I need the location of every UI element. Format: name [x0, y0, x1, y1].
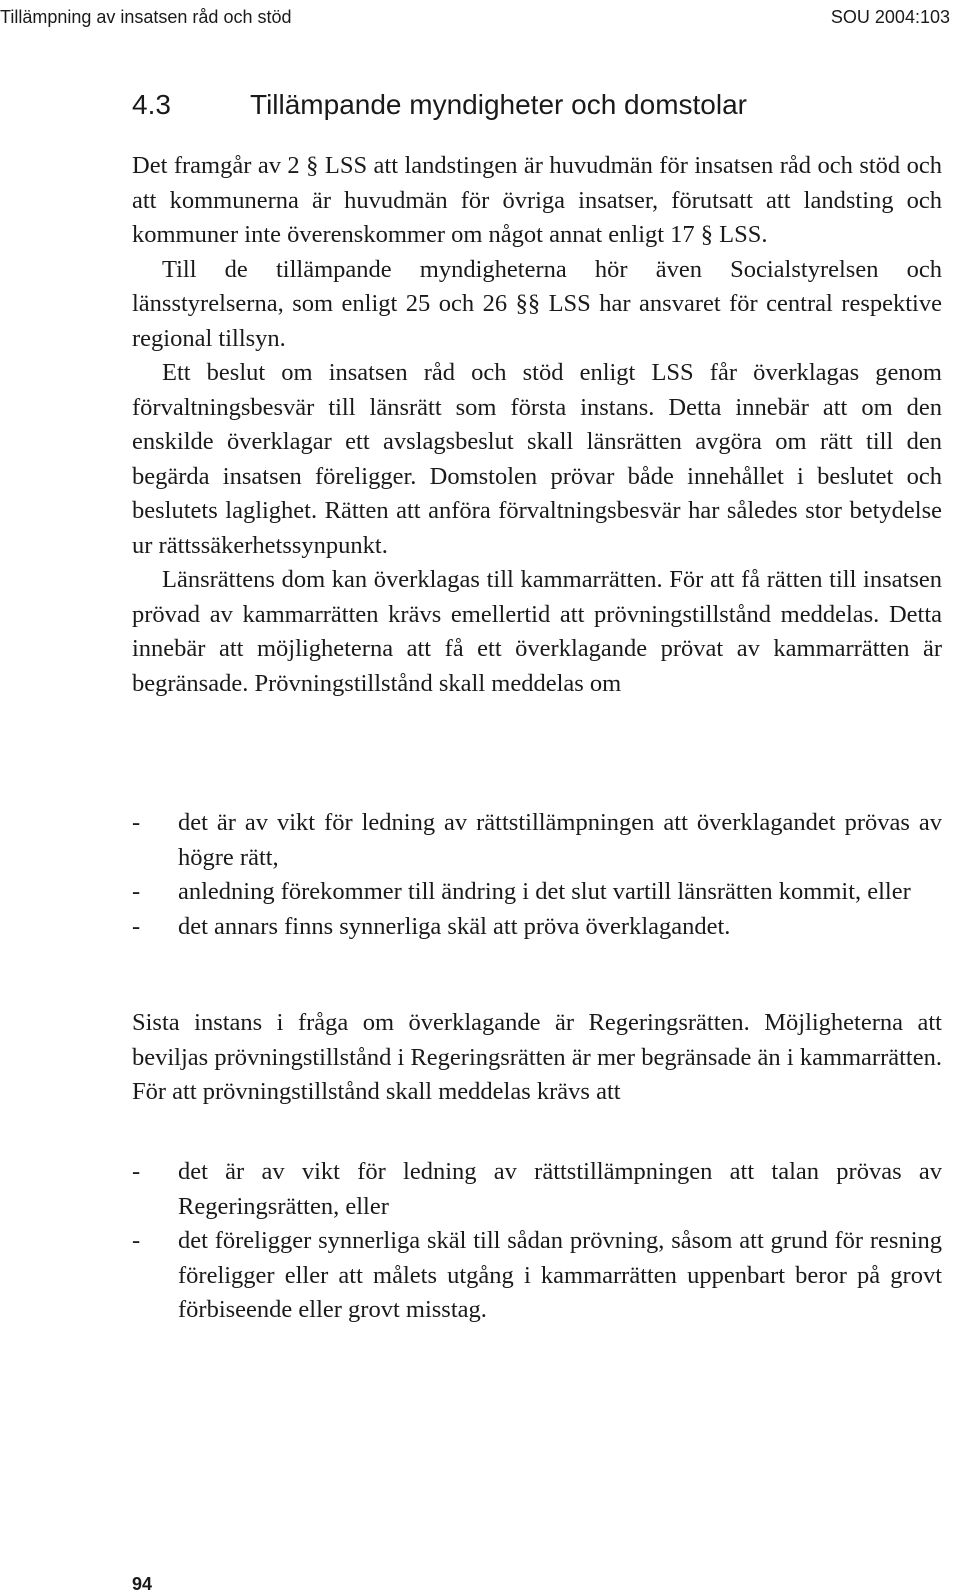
paragraph: Sista instans i fråga om överklagande är Regeringsrätten. Möjligheterna att beviljas prövningstillstånd i Regeringsrätten är mer begränsade än i kammarrätten. För att prövningstillstånd skall meddelas krävs att [132, 1009, 942, 1105]
page-number: 94 [132, 1574, 153, 1594]
section-number: 4.3 [132, 89, 171, 120]
list-item [132, 1224, 942, 1328]
paragraph: Till de tillämpande myndigheterna hör även Socialstyrelsen och länsstyrelserna, som enligt 25 och 26 §§ LSS har ansvaret för central respektive regional tillsyn. [132, 255, 942, 352]
list-dash: - [132, 912, 141, 940]
list-item [132, 806, 942, 875]
list-item [132, 910, 942, 945]
dash-list-2 [132, 1155, 942, 1328]
list-dash: - [132, 809, 141, 836]
running-header-report-id: SOU 2004:103 [830, 7, 950, 27]
list-item-text: det annars finns synnerliga skäl att pröva överklagandet. [178, 912, 731, 940]
body-text-block-2 [132, 1006, 942, 1110]
list-dash: - [132, 1227, 141, 1254]
list-item [132, 875, 942, 910]
list-item-text: det är av vikt för ledning av rättstillämpningen att talan prövas av Regeringsrätten, eller [178, 1158, 942, 1220]
paragraph: Ett beslut om insatsen råd och stöd enligt LSS får överklagas genom förvaltningsbesvär till länsrätt som första instans. Detta innebär att om den enskilde överklagar ett avslagsbeslut skall länsrätten avgöra om rätt till den begärda insatsen föreligger. Domstolen prövar både innehållet i beslutet och beslutets laglighet. Rätten att anföra förvaltningsbesvär har således stor betydelse ur rättssäkerhetssynpunkt. [132, 359, 942, 559]
list-dash: - [132, 878, 141, 905]
dash-list-1 [132, 806, 942, 944]
section-heading [132, 85, 747, 125]
body-text-block-1 [132, 149, 942, 701]
paragraph: Länsrättens dom kan överklagas till kammarrätten. För att få rätten till insatsen prövad av kammarrätten krävs emellertid att prövningstillstånd meddelas. Detta innebär att möjligheterna att få ett överklagande prövat av kammarrätten är begränsade. Prövningstillstånd skall meddelas om [132, 566, 942, 697]
running-header-title: Tillämpning av insatsen råd och stöd [0, 7, 292, 27]
list-item-text: det föreligger synnerliga skäl till sådan prövning, såsom att grund för resning föreligger eller att målets utgång i kammarrätten uppenbart beror på grovt förbiseende eller grovt misstag. [178, 1227, 942, 1323]
list-dash: - [132, 1158, 141, 1185]
list-item-text: det är av vikt för ledning av rättstillämpningen att överklagandet prövas av högre rätt, [178, 809, 942, 871]
running-header [0, 2, 950, 32]
list-item-text: anledning förekommer till ändring i det slut vartill länsrätten kommit, eller [178, 878, 911, 905]
list-item [132, 1155, 942, 1224]
section-title: Tillämpande myndigheter och domstolar [250, 89, 747, 120]
paragraph: Det framgår av 2 § LSS att landstingen är huvudmän för insatsen råd och stöd och att kommunerna är huvudmän för övriga insatser, förutsatt att landsting och kommuner inte överenskommer om något annat enligt 17 § LSS. [132, 152, 942, 248]
